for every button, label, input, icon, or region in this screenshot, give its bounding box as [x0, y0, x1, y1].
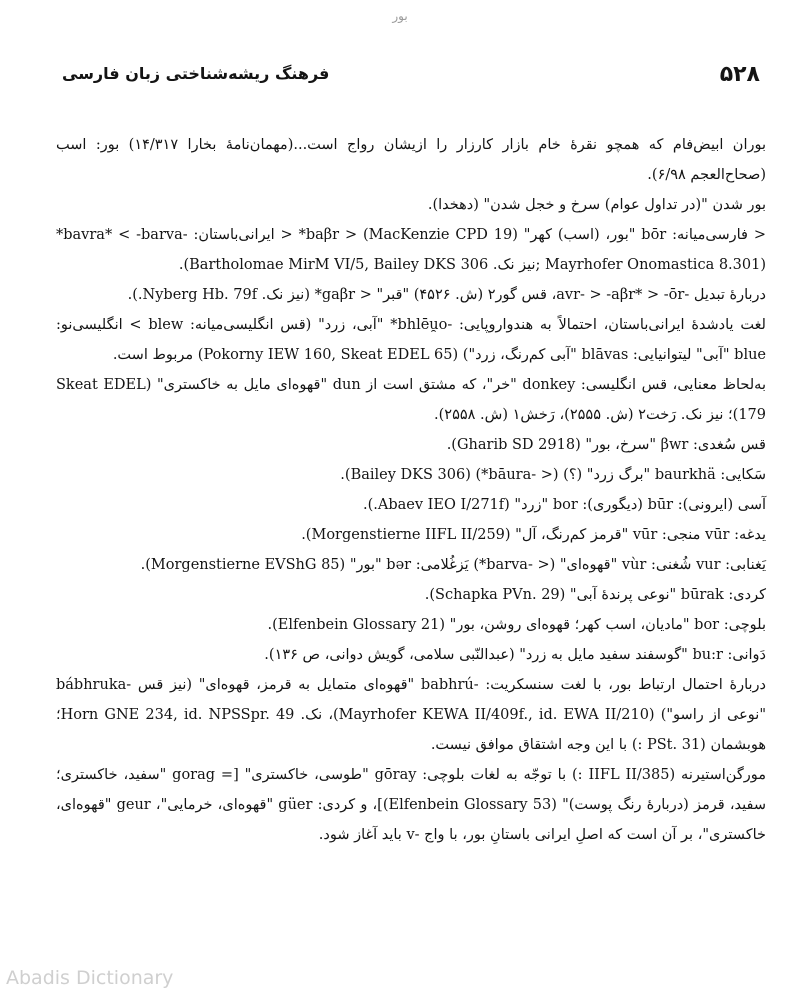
- paragraph-kurdish: کردی: būrak "نوعی پرندهٔ آبی" (Schapka PVn. 29).: [424, 587, 766, 603]
- paragraph-saka: سَکایی: baurkhä "برگ زرد" (؟) (< -bāura*) (Bailey DKS 306).: [340, 467, 766, 483]
- page-top-word: بور: [392, 9, 408, 23]
- watermark-text: Abadis Dictionary: [6, 967, 174, 989]
- page-header: [62, 62, 760, 92]
- paragraph-sanskrit: دربارهٔ احتمال ارتباط بور، با لغت سنسکریت: -babhrú "قهوه‌ای متمایل به قرمز، قهوه‌ای" (نیز قس -bábhruka "نوعی از راسو") (Mayrhofer KEWA II/409f., id. EWA II/210)، نک. Horn GNE 234, id. NPSSpr. 49؛ هوبشمان (PSt. 31 :) با این وجه اشتقاق موافق نیست.: [56, 677, 766, 753]
- page-number: ۵۲۸: [719, 62, 760, 87]
- paragraph-sogdian: قس سُغدی: βwr "سرخ، بور" (Gharib SD 2918).: [446, 437, 766, 453]
- paragraph-bur-shodan: بور شدن "(در تداول عوام) سرخ و خجل شدن" (دهخدا).: [427, 197, 766, 213]
- paragraph-ossetic: آسی (ایرونی): būr (دیگوری): bor "زرد" (Abaev IEO I/271f.).: [363, 497, 766, 513]
- paragraph-baluchi: بلوچی: bor "مادیان، اسب کهر؛ قهوه‌ای روشن، بور" (Elfenbein Glossary 21).: [267, 617, 766, 633]
- paragraph-yidgha: یدغه: vūr منجی: vūr "قرمز کم‌رنگ، آل" (Morgenstierne IIFL II/259).: [301, 527, 766, 543]
- paragraph-yaghnobi: یَغنابی: vur شُغنی: vùr "قهوه‌ای" (< -barva*) یَزغُلامی: bər "بور" (Morgenstierne EVShG 85).: [140, 557, 766, 573]
- paragraph-avr-change: دربارهٔ تبدیل -avr- > -aβr* > -ōr، قس گور۲ (ش. ۴۵۲۶) "قبر" < gaβr* (نیز نک. Nyberg Hb. 79f.).: [127, 287, 766, 303]
- paragraph-semantic: به‌لحاظ معنایی، قس انگلیسی: donkey "خر"، که مشتق است از dun "قهوه‌ای مایل به خاکستری" (Skeat EDEL 179)؛ نیز نک. رَخت۲ (ش. ۲۵۵۵)، رَخش۱ (ش. ۲۵۵۸).: [56, 377, 766, 423]
- paragraph-quote: بوران ابیض‌فام که همچو نقرهٔ خام بازار کارزار را ازیشان رواج است...(مهمان‌نامهٔ بخارا ۱۴/۳۱۷) بور: اسب (صحاح‌العجم ۶/۹۸).: [56, 137, 766, 183]
- paragraph-middle-persian: < فارسی‌میانه: bōr "بور، (اسب) کهر" (MacKenzie CPD 19) < baβr* < ایرانی‌باستان: -bavra* < -barva* (Mayrhofer Onomastica 8.301 ;نیز نک. Bartholomae MirM VI/5, Bailey DKS 306).: [56, 227, 767, 273]
- paragraph-indo-european: لغت یادشدهٔ ایرانی‌باستان، احتمالاً به هندواروپایی: -bhlēu̯o* "آبی، زرد" (قس انگلیسی‌میانه: blew > انگلیسی‌نو: blue "آبی" لیتوانیایی: blāvas "آبی کم‌رنگ، زرد") (Pokorny IEW 160, Skeat EDEL 65) مربوط است.: [56, 317, 766, 363]
- entry-body: [56, 130, 766, 850]
- paragraph-morgenstierne: مورگن‌استیرنه (IIFL II/385 :) با توجّه به لغات بلوچی: gōray "طوسی، خاکستری" [= gorag "سفید، خاکستری؛ سفید، قرمز (دربارهٔ رنگ پوست)" (Elfenbein Glossary 53)]، و کردی: güer "قهوه‌ای، خرمایی"، geur "قهوه‌ای، خاکستری"، بر آن است که اصلِ ایرانی باستانِ بور، با واج -v باید آغاز شود.: [56, 767, 766, 843]
- paragraph-davani: دَوانی: bu:r "گوسفند سفید مایل به زرد" (عبدالنّبی سلامی، گویش دوانی، ص ۱۳۶).: [264, 647, 766, 663]
- running-title: فرهنگ ریشه‌شناختی زبان فارسی: [62, 64, 330, 83]
